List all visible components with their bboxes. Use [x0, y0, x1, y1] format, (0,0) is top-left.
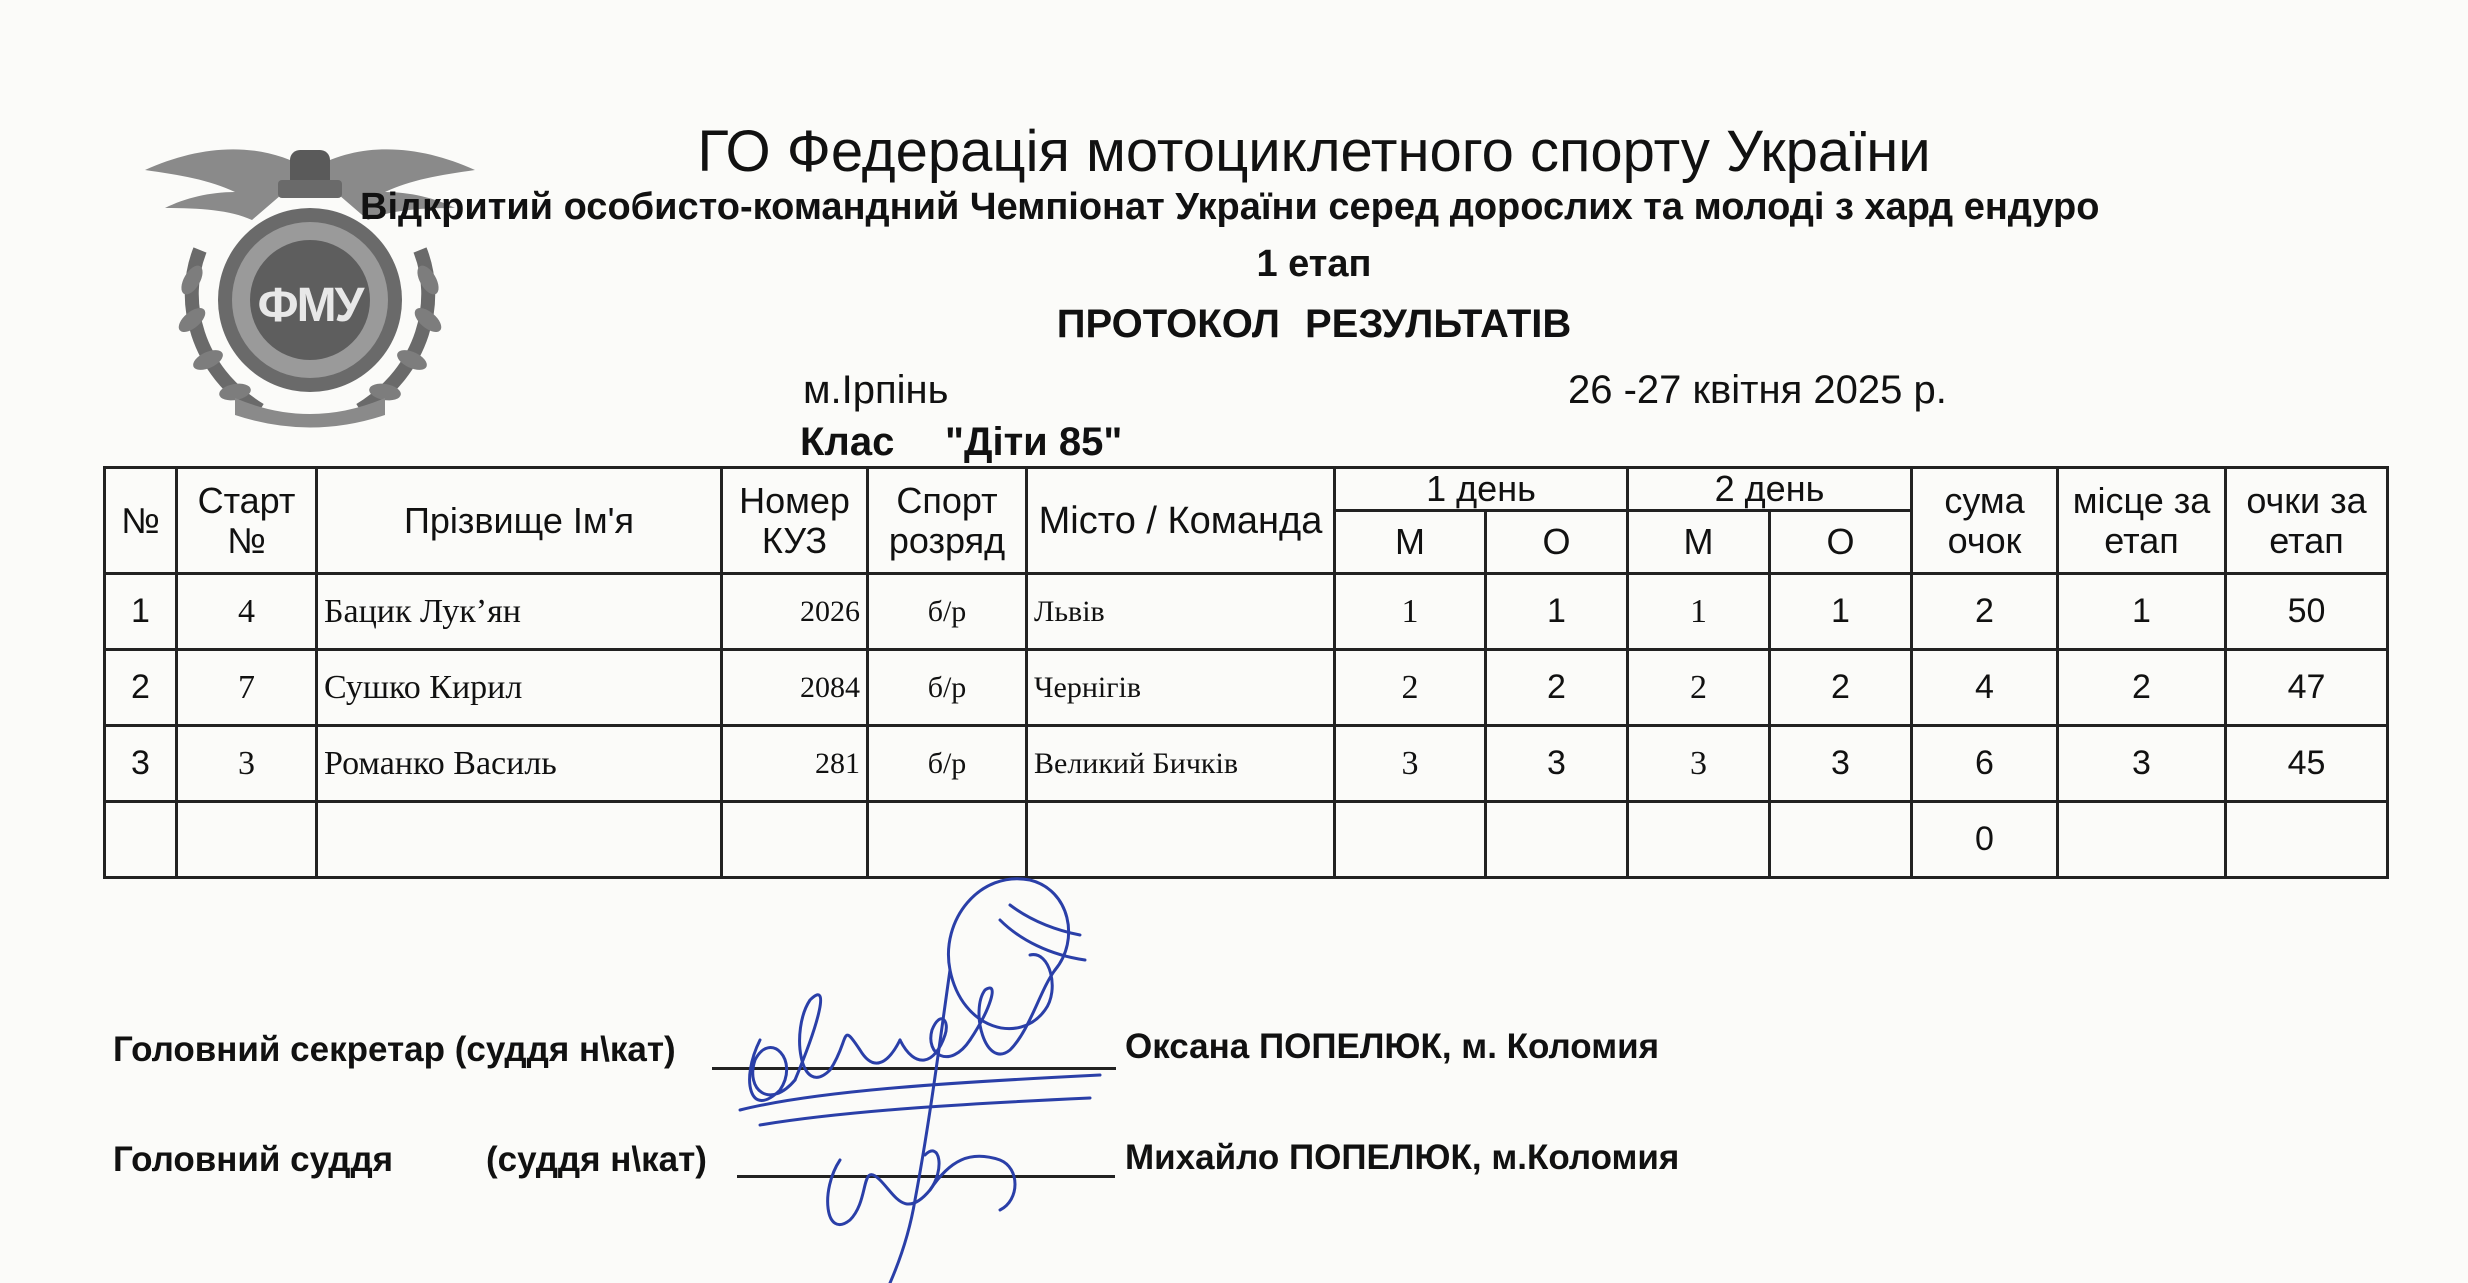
- cell-points: 47: [2226, 650, 2388, 726]
- cell-kuz: 281: [722, 726, 868, 802]
- cell-rank: б/р: [868, 574, 1027, 650]
- judge-qualification: (суддя н\кат): [486, 1140, 707, 1179]
- col-header-day1-o: О: [1486, 511, 1628, 574]
- handwritten-signature-icon: [700, 860, 1160, 1283]
- cell-place: [2058, 802, 2226, 878]
- cell-d2o: [1770, 802, 1912, 878]
- cell-d1o: 3: [1486, 726, 1628, 802]
- col-header-sum: сума очок: [1912, 468, 2058, 574]
- cell-num: [105, 802, 177, 878]
- table-row: [105, 726, 2388, 802]
- cell-d1o: 1: [1486, 574, 1628, 650]
- event-city: м.Ірпінь: [803, 368, 949, 412]
- table-row: [105, 802, 2388, 878]
- cell-d1o: 2: [1486, 650, 1628, 726]
- emblem-text: ФМУ: [257, 279, 363, 332]
- cell-points: 45: [2226, 726, 2388, 802]
- col-header-day2: 2 день: [1628, 468, 1912, 511]
- cell-points: [2226, 802, 2388, 878]
- table-row: [105, 650, 2388, 726]
- cell-name: Романко Василь: [317, 726, 722, 802]
- cell-place: 3: [2058, 726, 2226, 802]
- col-header-num: №: [105, 468, 177, 574]
- col-header-day1-m: М: [1335, 511, 1486, 574]
- cell-d2o: 1: [1770, 574, 1912, 650]
- cell-d2m: [1628, 802, 1770, 878]
- secretary-name: Оксана ПОПЕЛЮК, м. Коломия: [1125, 1027, 1660, 1066]
- judge-name: Михайло ПОПЕЛЮК, м.Коломия: [1125, 1138, 1680, 1177]
- cell-sum: 0: [1912, 802, 2058, 878]
- cell-d2o: 2: [1770, 650, 1912, 726]
- col-header-place: місце за етап: [2058, 468, 2226, 574]
- cell-place: 2: [2058, 650, 2226, 726]
- col-header-day2-o: О: [1770, 511, 1912, 574]
- col-header-start: Старт №: [177, 468, 317, 574]
- event-date: 26 -27 квітня 2025 р.: [1568, 368, 1947, 412]
- cell-city: Чернігів: [1027, 650, 1335, 726]
- cell-points: 50: [2226, 574, 2388, 650]
- cell-place: 1: [2058, 574, 2226, 650]
- cell-name: [317, 802, 722, 878]
- col-header-kuz: Номер КУЗ: [722, 468, 868, 574]
- cell-sum: 2: [1912, 574, 2058, 650]
- cell-kuz: 2026: [722, 574, 868, 650]
- cell-start: 7: [177, 650, 317, 726]
- judge-label: Головний суддя: [113, 1140, 394, 1179]
- results-table: [103, 466, 2389, 879]
- cell-d1m: 1: [1335, 574, 1486, 650]
- cell-num: 3: [105, 726, 177, 802]
- org-title: ГО Федерація мотоциклетного спорту України: [697, 119, 1931, 184]
- cell-d2o: 3: [1770, 726, 1912, 802]
- cell-city: Львів: [1027, 574, 1335, 650]
- cell-name: Сушко Кирил: [317, 650, 722, 726]
- cell-start: 4: [177, 574, 317, 650]
- col-header-city: Місто / Команда: [1027, 468, 1335, 574]
- class-value: "Діти 85": [945, 420, 1123, 464]
- championship-title: Відкритий особисто-командний Чемпіонат України серед дорослих та молоді з хард ендуро: [360, 186, 2100, 228]
- cell-sum: 4: [1912, 650, 2058, 726]
- cell-sum: 6: [1912, 726, 2058, 802]
- cell-kuz: 2084: [722, 650, 868, 726]
- col-header-day1: 1 день: [1335, 468, 1628, 511]
- protocol-title: ПРОТОКОЛ РЕЗУЛЬТАТІВ: [1056, 302, 1572, 346]
- secretary-label: Головний секретар (суддя н\кат): [113, 1030, 676, 1069]
- cell-rank: б/р: [868, 650, 1027, 726]
- cell-d2m: 2: [1628, 650, 1770, 726]
- cell-num: 1: [105, 574, 177, 650]
- cell-d1o: [1486, 802, 1628, 878]
- col-header-rank: Спорт розряд: [868, 468, 1027, 574]
- cell-d1m: 3: [1335, 726, 1486, 802]
- cell-start: [177, 802, 317, 878]
- class-label: Клас: [800, 420, 895, 464]
- cell-name: Бацик Лук’ян: [317, 574, 722, 650]
- stage-label: 1 етап: [1256, 243, 1372, 285]
- col-header-day2-m: М: [1628, 511, 1770, 574]
- cell-rank: б/р: [868, 726, 1027, 802]
- col-header-name: Прізвище Ім'я: [317, 468, 722, 574]
- cell-d1m: [1335, 802, 1486, 878]
- cell-d2m: 1: [1628, 574, 1770, 650]
- cell-d2m: 3: [1628, 726, 1770, 802]
- cell-city: Великий Бичків: [1027, 726, 1335, 802]
- col-header-points: очки за етап: [2226, 468, 2388, 574]
- table-row: [105, 574, 2388, 650]
- cell-start: 3: [177, 726, 317, 802]
- cell-num: 2: [105, 650, 177, 726]
- cell-d1m: 2: [1335, 650, 1486, 726]
